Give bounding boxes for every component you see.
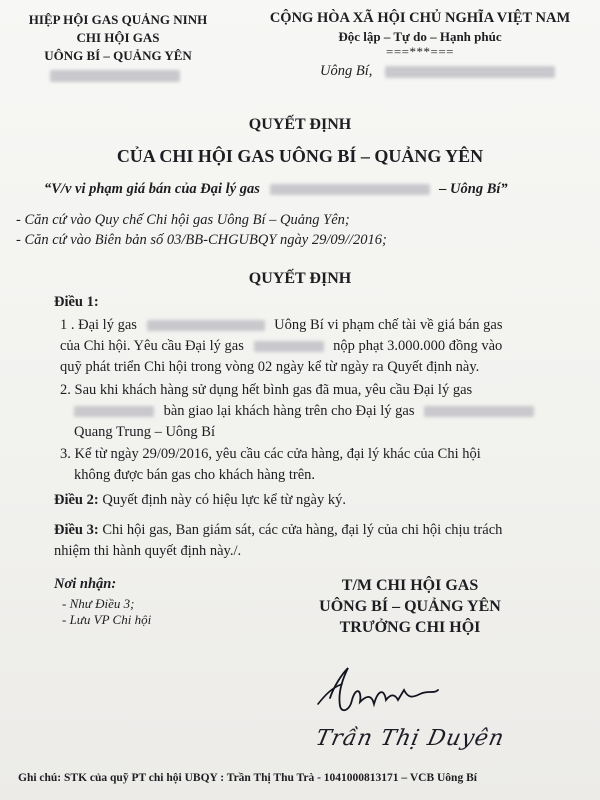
handwritten-signature (312, 660, 472, 720)
decision-heading: QUYẾT ĐỊNH (248, 270, 352, 287)
article1-item1-line3: quỹ phát triển Chi hội trong vòng 02 ngày kể từ ngày ra Quyết định này. (60, 359, 480, 375)
subject-prefix: “V/v vi phạm giá bán của Đại lý gas (44, 181, 260, 197)
redacted-agent-name (74, 406, 154, 417)
basis-regulation: - Căn cứ vào Quy chế Chi hội gas Uông Bí – Quảng Yên; (16, 212, 350, 228)
article2 (54, 492, 346, 509)
motto-divider: ===***=== (386, 44, 454, 59)
signature-org: UÔNG BÍ – QUẢNG YÊN (319, 598, 501, 615)
article1-item1-line2: của Chi hội. Yêu cầu Đại lý gas nộp phạt 3.000.000 đồng vào (60, 338, 503, 354)
org-parent-name: HIỆP HỘI GAS QUẢNG NINH (28, 12, 208, 27)
article2-heading: Điều 2: (54, 492, 99, 508)
redacted-date (385, 66, 555, 78)
article1-item2-line1: 2. Sau khi khách hàng sử dụng hết bình gas đã mua, yêu cầu Đại lý gas (60, 382, 473, 398)
article3-line2: nhiệm thi hành quyết định này./. (54, 543, 242, 559)
national-motto: Độc lập – Tự do – Hạnh phúc (338, 29, 502, 44)
article1-item2-line2: bàn giao lại khách hàng trên cho Đại lý gas (74, 403, 534, 420)
signature-on-behalf: T/M CHI HỘI GAS (341, 577, 479, 594)
org-branch-name: CHI HỘI GAS (76, 30, 160, 45)
article3-line1: Điều 3: Chi hội gas, Ban giám sát, các cửa hàng, đại lý của chi hội chịu trách (54, 522, 503, 538)
article1-item1-line1: 1 . Đại lý gas Uông Bí vi phạm chế tài về giá bán gas (60, 317, 503, 333)
recipient-item: - Như Điều 3; (62, 596, 135, 611)
org-branch-location: UÔNG BÍ – QUẢNG YÊN (44, 48, 192, 63)
document-title: QUYẾT ĐỊNH (248, 116, 352, 133)
subject-line (44, 181, 508, 198)
article1-heading: Điều 1: (54, 294, 99, 310)
redacted-agent-name (270, 184, 430, 195)
subject-suffix: – Uông Bí” (439, 181, 508, 197)
signature-title: TRƯỞNG CHI HỘI (339, 619, 481, 636)
redacted-doc-number (50, 70, 180, 82)
redacted-agent-name (254, 341, 324, 352)
article1-item2-line3: Quang Trung – Uông Bí (74, 424, 215, 440)
recipients-heading: Nơi nhận: (54, 576, 117, 592)
national-title: CỘNG HÒA XÃ HỘI CHỦ NGHĨA VIỆT NAM (269, 10, 571, 26)
footnote: Ghi chú: STK của quỹ PT chi hội UBQY : Trần Thị Thu Trà - 1041000813171 – VCB Uông Bí (18, 772, 477, 784)
handwritten-name: Trần Thị Duyên (313, 726, 507, 751)
article1-item3-line2: không được bán gas cho khách hàng trên. (74, 467, 316, 483)
article3-heading: Điều 3: (54, 522, 99, 538)
recipient-item: - Lưu VP Chi hội (62, 612, 152, 627)
article2-text: Quyết định này có hiệu lực kể từ ngày ký. (102, 492, 346, 508)
redacted-agent-name (147, 320, 265, 331)
basis-minutes: - Căn cứ vào Biên bản số 03/BB-CHGUBQY ngày 29/09//2016; (16, 232, 387, 248)
document-subtitle: CỦA CHI HỘI GAS UÔNG BÍ – QUẢNG YÊN (116, 146, 484, 166)
article1-item3-line1: 3. Kể từ ngày 29/09/2016, yêu cầu các cửa hàng, đại lý khác của Chi hội (60, 446, 481, 462)
redacted-agent-name (424, 406, 534, 417)
place-label: Uông Bí, (320, 63, 373, 79)
